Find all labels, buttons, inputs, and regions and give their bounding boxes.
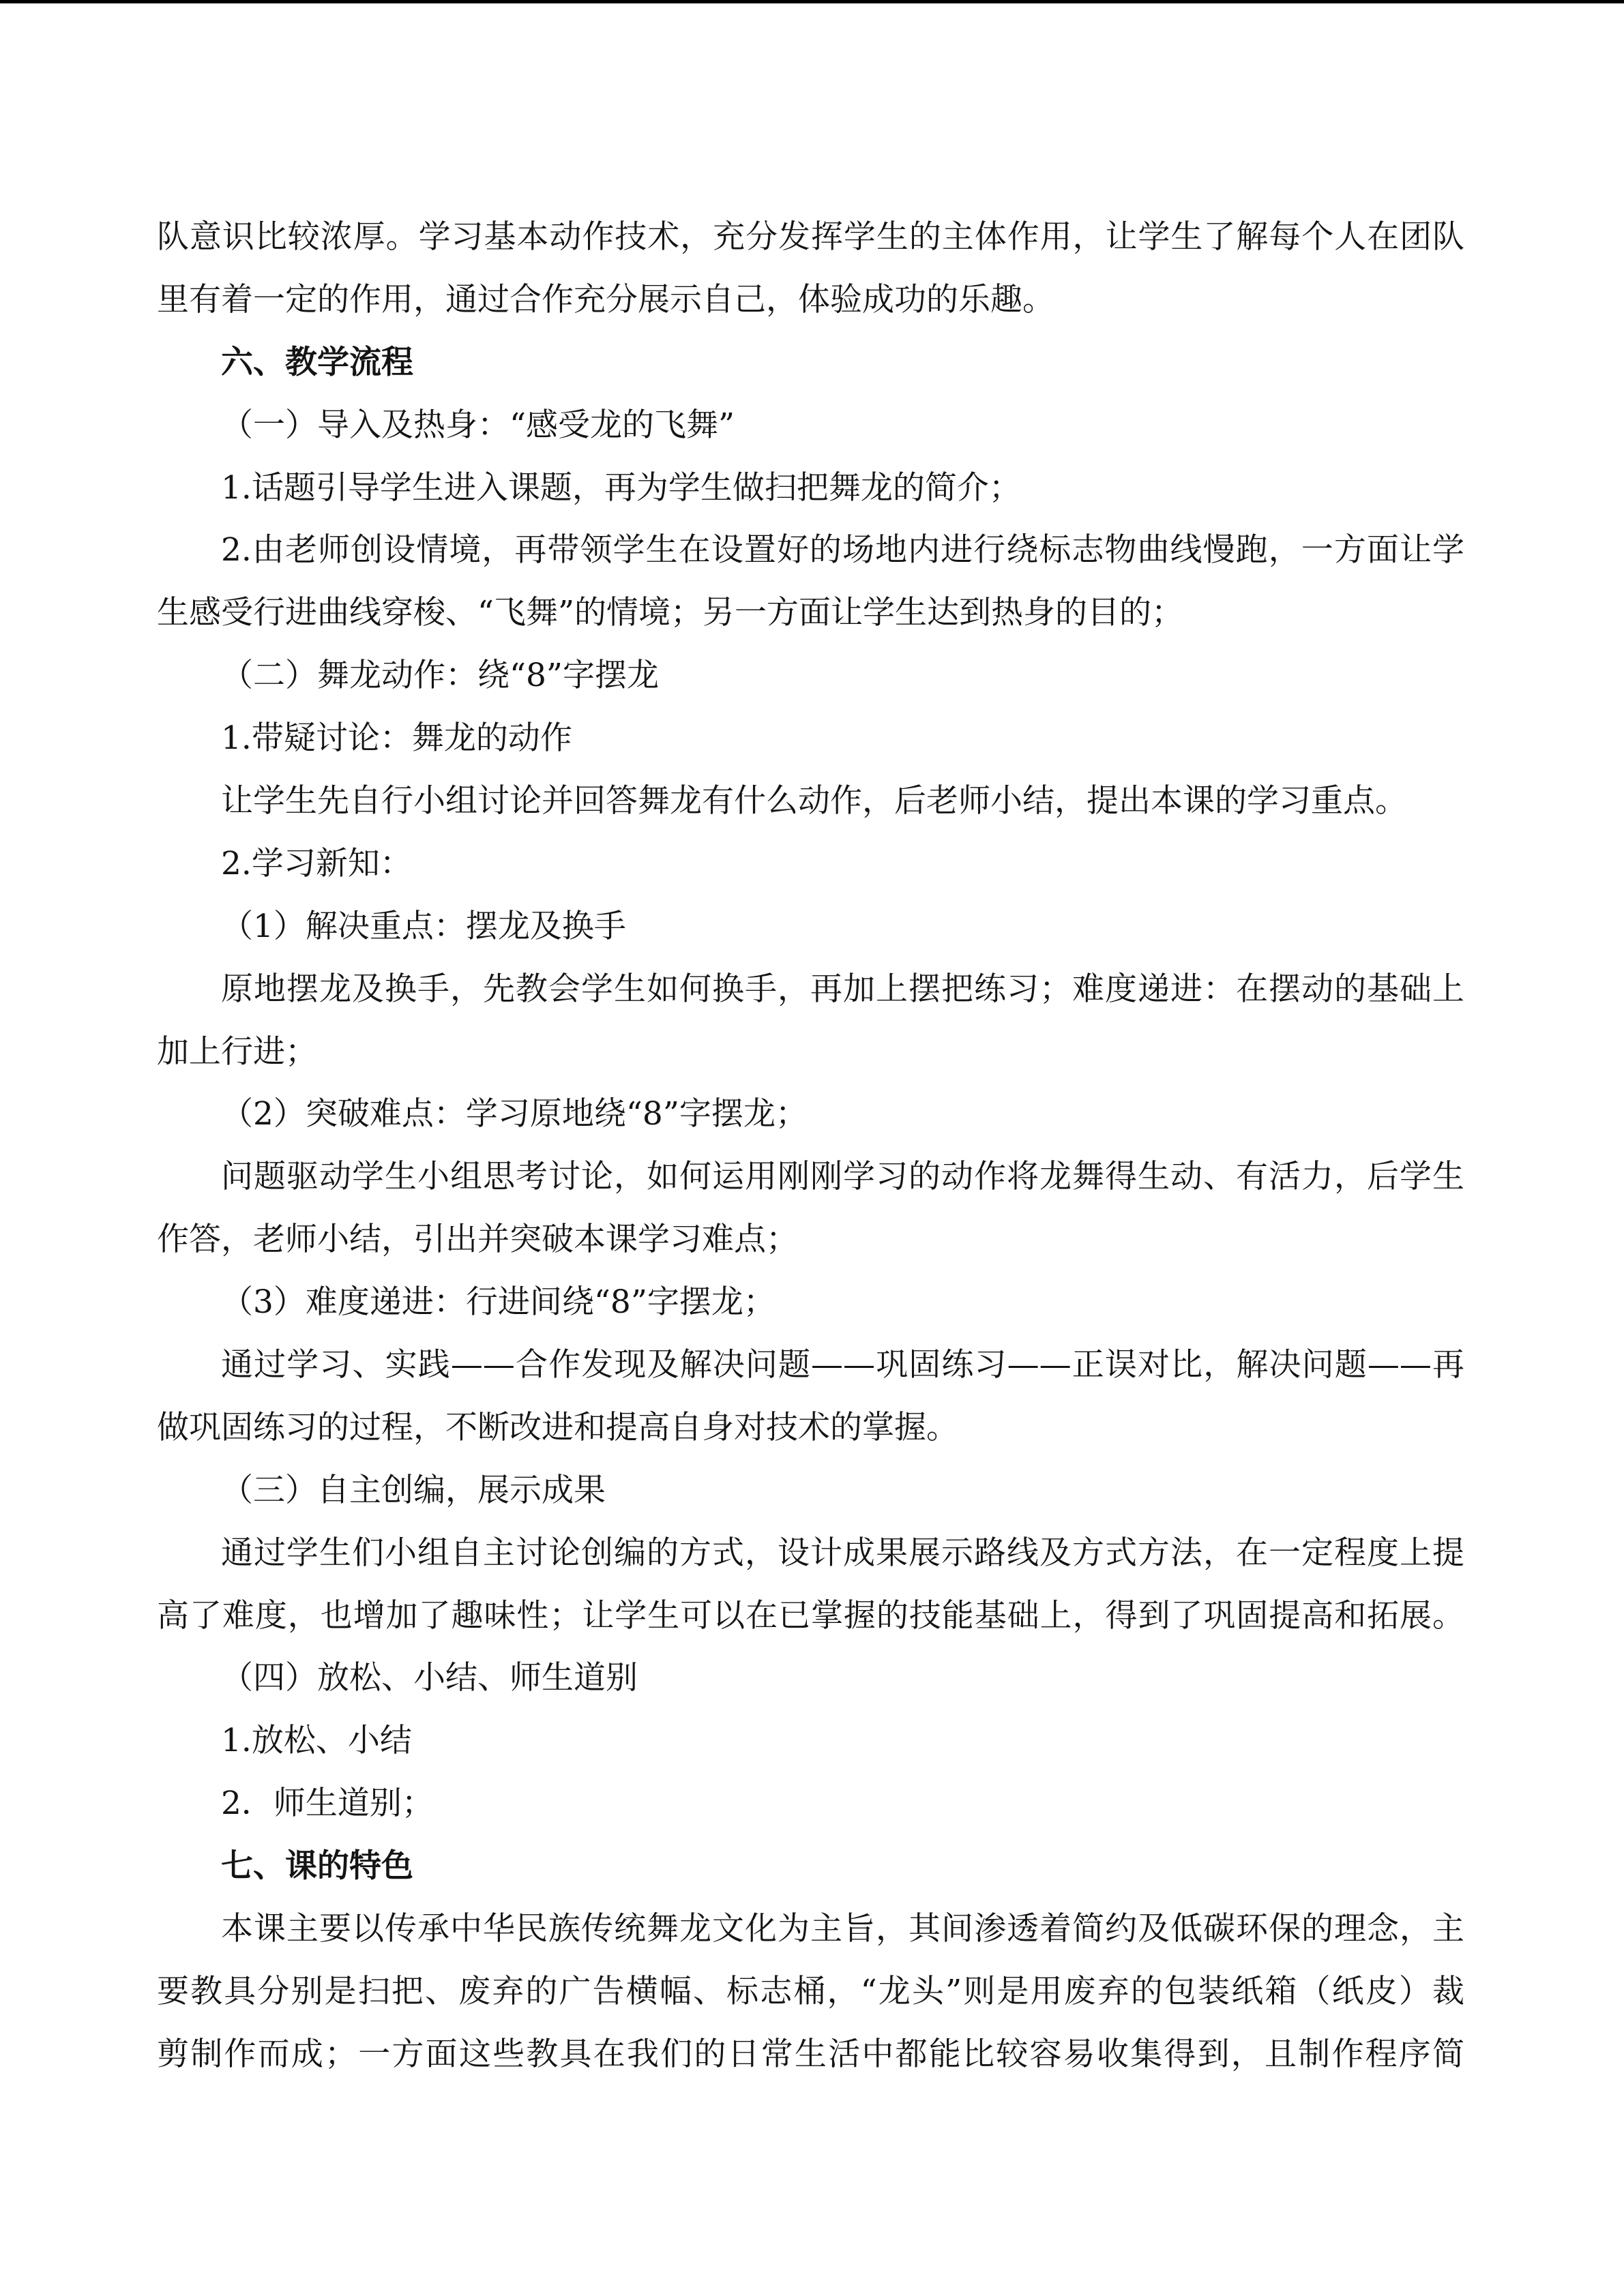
text-line: 作答，老师小结，引出并突破本课学习难点； [157, 1221, 798, 1259]
subsection-heading [157, 1647, 1464, 1710]
text-line: 通过学生们小组自主讨论创编的方式，设计成果展示路线及方式方法，在一定程度上提 [221, 1534, 1464, 1572]
text-line: 要教具分别是扫把、废弃的广告横幅、标志桶，“龙头”则是用废弃的包装纸箱（纸皮）裁 [157, 1972, 1464, 2010]
text-line: 里有着一定的作用，通过合作充分展示自己，体验成功的乐趣。 [157, 280, 1054, 318]
text-line: （三）自主创编，展示成果 [221, 1471, 606, 1509]
paragraph [157, 1271, 1464, 1334]
text-line: 2．师生道别； [221, 1785, 434, 1823]
paragraph [157, 1710, 1464, 1772]
text-line: 本课主要以传承中华民族传统舞龙文化为主旨，其间渗透着简约及低碳环保的理念，主 [221, 1910, 1464, 1948]
paragraph [157, 1146, 1464, 1271]
paragraph [157, 519, 1464, 644]
text-line: （3）难度递进：行进间绕“8”字摆龙； [221, 1283, 776, 1322]
paragraph [157, 1898, 1464, 2086]
text-line: 做巩固练习的过程，不断改进和提高自身对技术的掌握。 [157, 1408, 958, 1446]
text-line: 2.由老师创设情境，再带领学生在设置好的场地内进行绕标志物曲线慢跑，一方面让学 [221, 531, 1464, 569]
text-line: 加上行进； [157, 1032, 317, 1071]
text-line: 生感受行进曲线穿梭、“飞舞”的情境；另一方面让学生达到热身的目的； [157, 594, 1184, 632]
text-line: 剪制作而成；一方面这些教具在我们的日常生活中都能比较容易收集得到，且制作程序简 [157, 2035, 1464, 2073]
paragraph [157, 457, 1464, 520]
text-line: （一）导入及热身：“感受龙的飞舞” [221, 406, 735, 444]
paragraph [157, 958, 1464, 1084]
text-line: （二）舞龙动作：绕“8”字摆龙 [221, 657, 659, 695]
text-line: 1.放松、小结 [221, 1722, 412, 1760]
subsection-heading [157, 394, 1464, 457]
paragraph [157, 833, 1464, 895]
text-line: 原地摆龙及换手，先教会学生如何换手，再加上摆把练习；难度递进：在摆动的基础上 [221, 970, 1464, 1008]
paragraph [157, 707, 1464, 770]
text-line: 通过学习、实践——合作发现及解决问题——巩固练习——正误对比，解决问题——再 [221, 1346, 1464, 1384]
section-heading-text: 七、课的特色 [221, 1847, 413, 1885]
section-heading [157, 1835, 1464, 1898]
subsection-heading [157, 1459, 1464, 1522]
paragraph-continuation [157, 206, 1464, 331]
paragraph [157, 770, 1464, 833]
text-line: （2）突破难点：学习原地绕“8”字摆龙； [221, 1095, 808, 1133]
text-line: 问题驱动学生小组思考讨论，如何运用刚刚学习的动作将龙舞得生动、有活力，后学生 [221, 1158, 1464, 1196]
section-heading [157, 331, 1464, 394]
text-line: 1.带疑讨论：舞龙的动作 [221, 719, 572, 758]
text-line: （四）放松、小结、师生道别 [221, 1659, 638, 1697]
text-line: 高了难度，也增加了趣味性；让学生可以在已掌握的技能基础上，得到了巩固提高和拓展。 [157, 1596, 1464, 1635]
paragraph [157, 1334, 1464, 1459]
paragraph [157, 1522, 1464, 1648]
text-line: 1.话题引导学生进入课题，再为学生做扫把舞龙的简介； [221, 468, 1021, 507]
text-line: 让学生先自行小组讨论并回答舞龙有什么动作，后老师小结，提出本课的学习重点。 [221, 782, 1407, 820]
paragraph [157, 1083, 1464, 1146]
text-line: （1）解决重点：摆龙及换手 [221, 907, 626, 945]
subsection-heading [157, 644, 1464, 707]
paragraph [157, 895, 1464, 958]
text-line: 队意识比较浓厚。学习基本动作技术，充分发挥学生的主体作用，让学生了解每个人在团队 [157, 218, 1464, 256]
paragraph [157, 1772, 1464, 1835]
text-line: 2.学习新知： [221, 844, 412, 882]
document-body [157, 206, 1464, 2086]
page-top-border [0, 0, 1624, 3]
section-heading-text: 六、教学流程 [221, 343, 413, 381]
